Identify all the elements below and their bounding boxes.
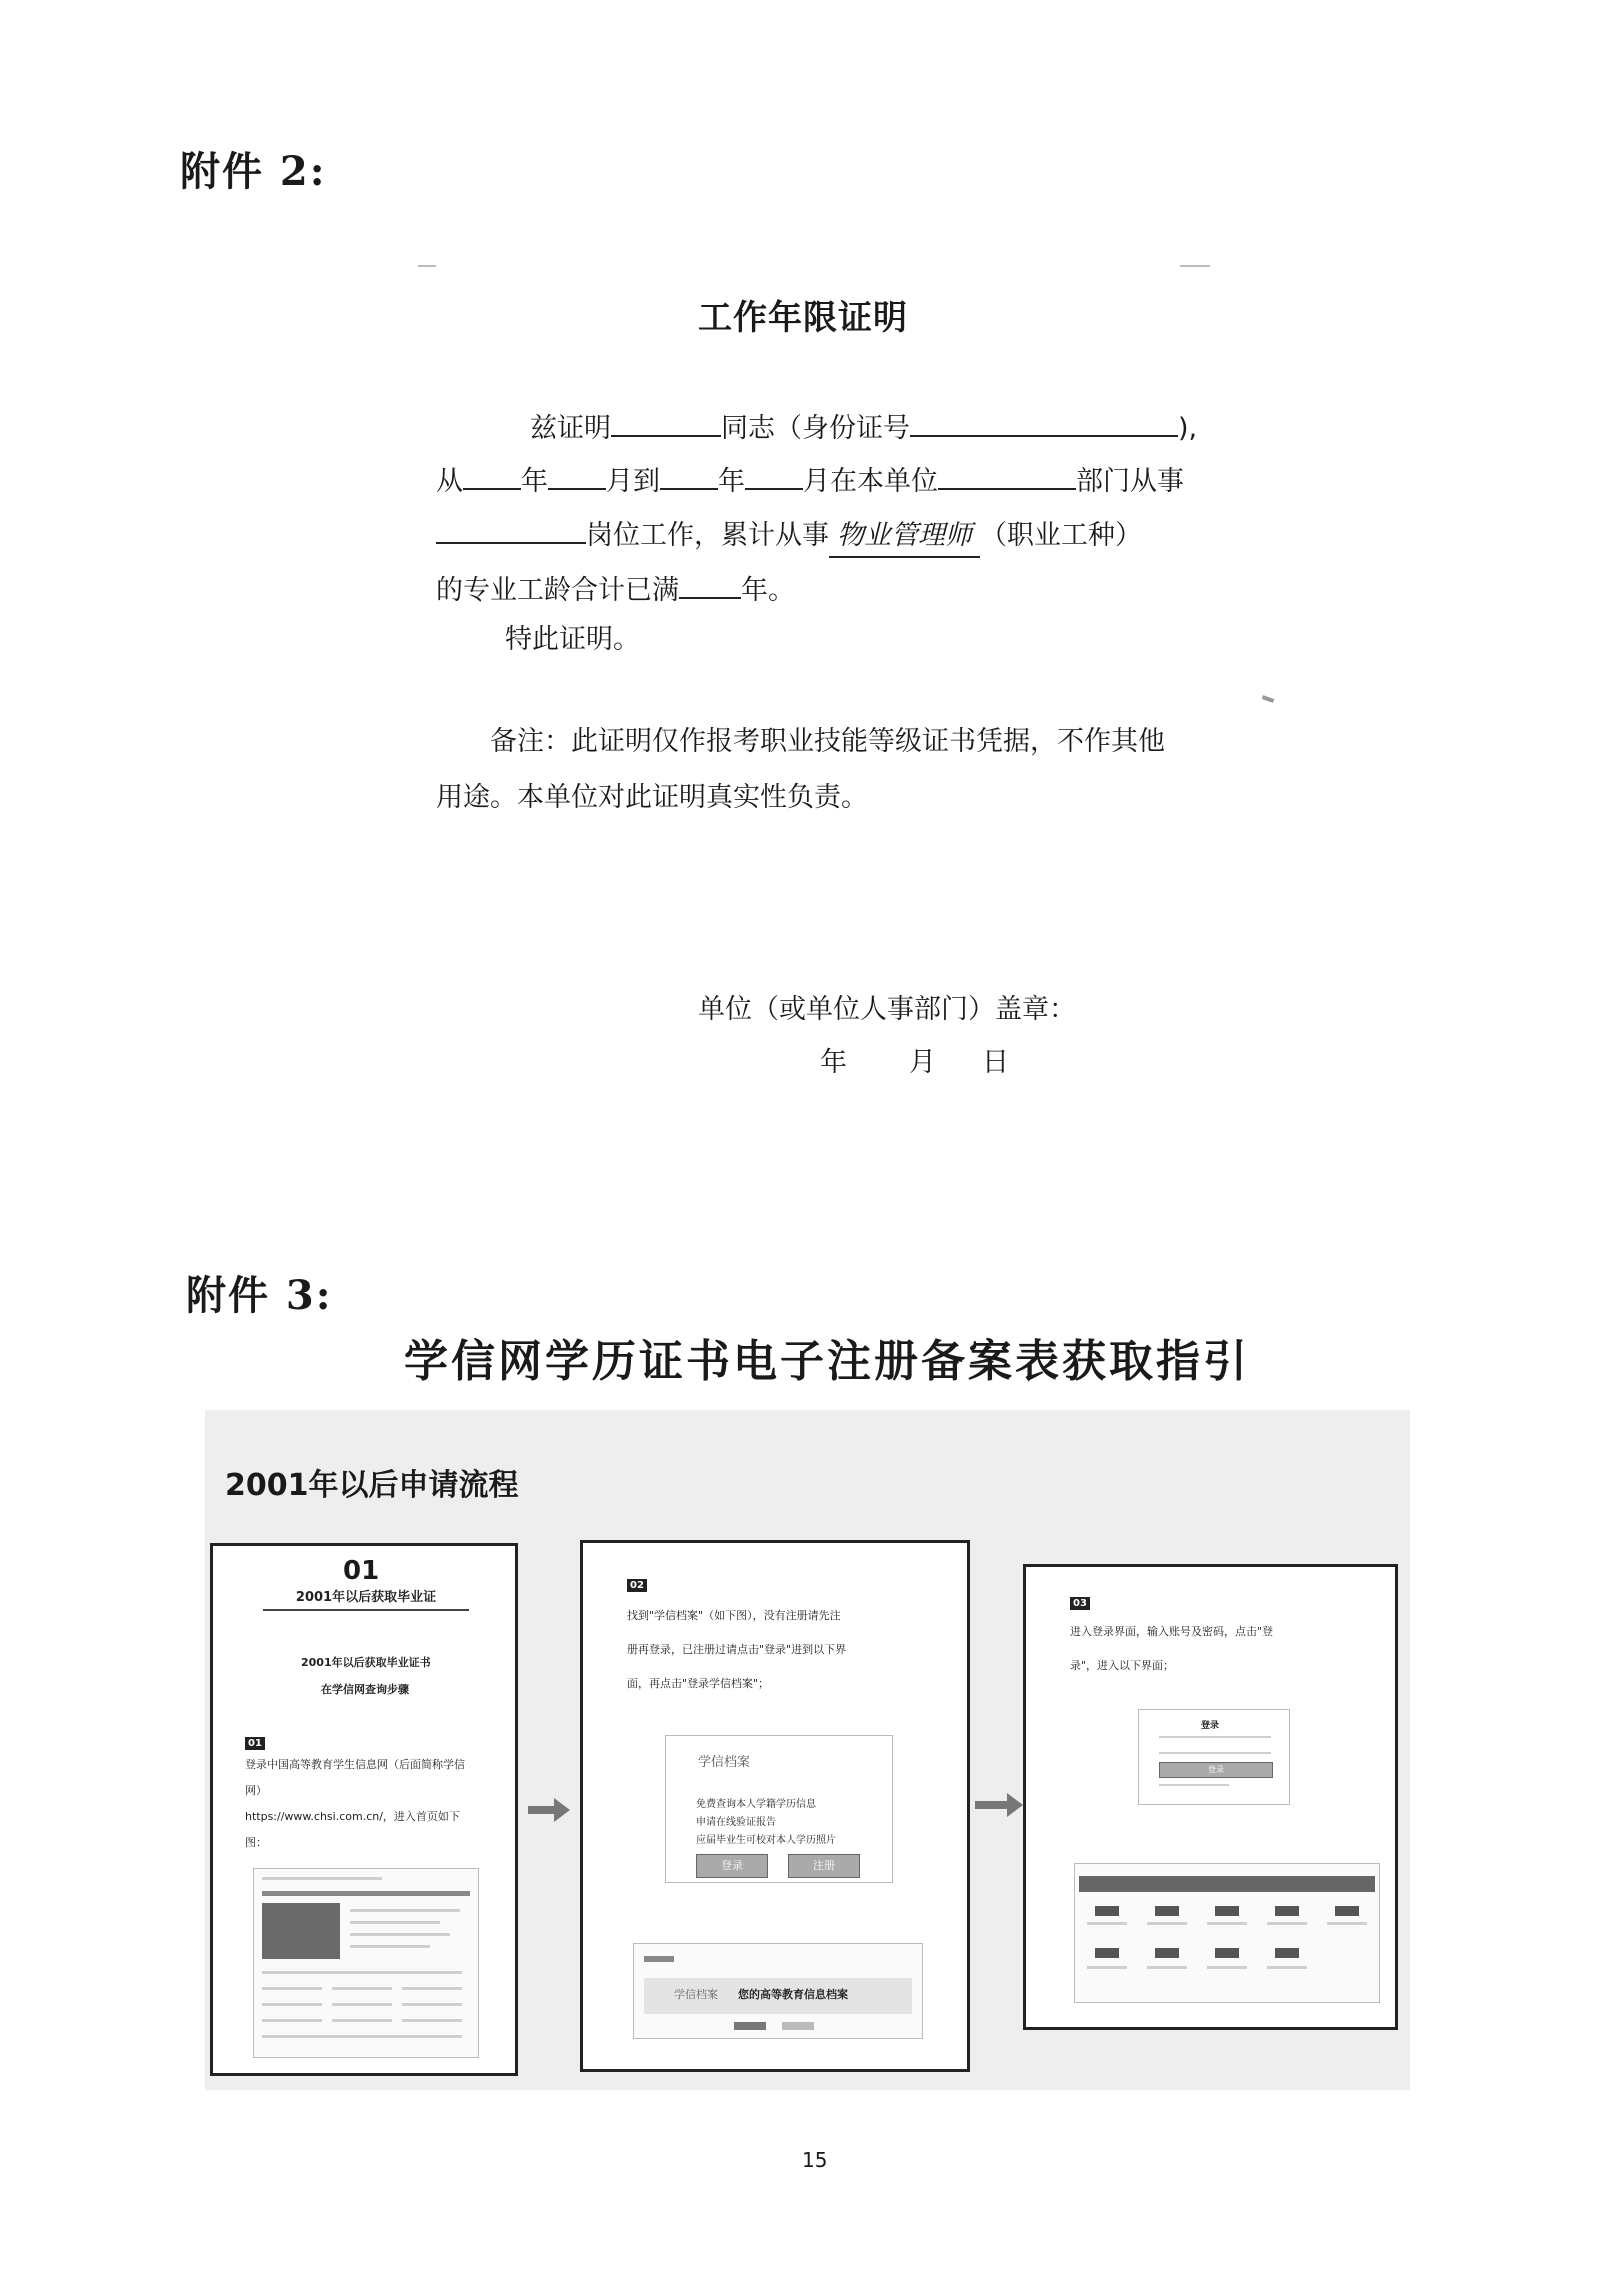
blank-start-year	[463, 458, 521, 490]
step1-text-line: https://www.chsi.com.cn/，进入首页如下	[245, 1810, 460, 1823]
card-item: 申请在线验证报告	[696, 1817, 776, 1828]
flow-arrow-2-head	[1007, 1793, 1023, 1817]
step2-xueshin-card	[665, 1735, 893, 1883]
cert-text: 年	[718, 466, 745, 497]
cert-text: 岗位工作，累计从事	[586, 520, 829, 551]
step1-number: 01	[343, 1556, 380, 1586]
step1-subtitle-1: 2001年以后获取毕业证书	[301, 1656, 431, 1669]
card-login-button[interactable]: 登录	[696, 1854, 768, 1878]
cert-note-line-1: 备注：此证明仅作报考职业技能等级证书凭据，不作其他	[490, 726, 1165, 757]
step2-text-line: 找到"学信档案"（如下图），没有注册请先注	[627, 1609, 841, 1622]
stray-mark	[1262, 695, 1275, 703]
step1-badge-text: 01	[245, 1737, 265, 1750]
step3-badge	[1070, 1591, 1090, 1610]
step1-subtitle-2: 在学信网查询步骤	[321, 1683, 409, 1696]
cert-text: 年。	[741, 575, 795, 606]
step1-text-line: 网）	[245, 1784, 267, 1797]
step3-box	[1023, 1564, 1398, 2030]
corner-mark-left	[418, 265, 436, 267]
attachment3-heading: 附件 3:	[186, 1272, 333, 1319]
step2-text-line: 册再登录，已注册过请点击"登录"进到以下界	[627, 1643, 847, 1656]
step1-text-line: 登录中国高等教育学生信息网（后面简称学信	[245, 1758, 465, 1771]
date-year-label: 年	[820, 1047, 847, 1078]
page-number: 15	[802, 2148, 828, 2172]
blank-name	[611, 405, 721, 437]
certificate-title: 工作年限证明	[698, 298, 908, 338]
cert-text: 部门从事	[1076, 466, 1184, 497]
step1-box	[210, 1543, 518, 2076]
step3-text	[1070, 1615, 1380, 1683]
blank-start-month	[548, 458, 606, 490]
date-day-label: 日	[982, 1047, 1009, 1078]
guide-title: 学信网学历证书电子注册备案表获取指引	[404, 1336, 1250, 1387]
step3-archive-dashboard	[1074, 1863, 1380, 2003]
cert-text: ),	[1178, 413, 1198, 444]
blank-position	[436, 512, 586, 544]
card-title: 学信档案	[698, 1755, 751, 1770]
card-register-button[interactable]: 注册	[788, 1854, 860, 1878]
attachment2-heading: 附件 2:	[180, 148, 327, 195]
login-panel-button[interactable]: 登录	[1159, 1762, 1273, 1778]
flow-heading: 2001年以后申请流程	[225, 1468, 519, 1503]
step2-text-line: 面，再点击"登录学信档案"；	[627, 1677, 770, 1690]
step2-box	[580, 1540, 970, 2072]
step3-text-line: 进入登录界面，输入账号及密码，点击"登	[1070, 1625, 1274, 1638]
cert-text: 月在本单位	[803, 466, 938, 497]
step1-banner: 2001年以后获取毕业证	[263, 1586, 469, 1611]
login-panel-title: 登录	[1201, 1721, 1220, 1731]
step3-text-line: 录"，进入以下界面；	[1070, 1659, 1175, 1672]
cert-line-1	[530, 405, 1197, 449]
cert-text: 兹证明	[530, 413, 611, 444]
cert-text: 的专业工龄合计已满	[436, 575, 679, 606]
seal-line: 单位（或单位人事部门）盖章：	[698, 994, 1076, 1025]
step2-archive-banner	[633, 1943, 923, 2039]
blank-end-year	[660, 458, 718, 490]
cert-text: 年	[521, 466, 548, 497]
website-hero	[262, 1903, 340, 1959]
cert-line-3	[436, 512, 1142, 558]
corner-mark-right	[1180, 265, 1210, 267]
step3-login-panel	[1138, 1709, 1290, 1805]
blank-id-number	[910, 405, 1178, 437]
cert-line-2	[436, 458, 1184, 502]
flow-arrow-1	[528, 1806, 554, 1814]
blank-department	[938, 458, 1076, 490]
step1-text	[245, 1754, 505, 1854]
cert-text: 同志（身份证号	[721, 413, 910, 444]
step1-website-screenshot	[253, 1868, 479, 2058]
cert-text: 月到	[606, 466, 660, 497]
flow-arrow-1-head	[554, 1798, 570, 1822]
step1-badge	[245, 1731, 265, 1750]
step2-badge-text: 02	[627, 1579, 647, 1592]
cert-text: （职业工种）	[980, 520, 1142, 551]
cert-note-line-2: 用途。本单位对此证明真实性负责。	[436, 782, 868, 813]
card-item: 应届毕业生可校对本人学历照片	[696, 1835, 836, 1846]
cert-line-4	[436, 567, 795, 611]
date-line	[820, 1043, 1009, 1083]
step3-badge-text: 03	[1070, 1597, 1090, 1610]
handwritten-occupation: 物业管理师	[829, 516, 980, 558]
step2-text	[627, 1599, 947, 1701]
cert-line-5: 特此证明。	[505, 624, 640, 655]
blank-years	[679, 567, 741, 599]
flow-arrow-2	[975, 1801, 1007, 1809]
blank-end-month	[745, 458, 803, 490]
step1-text-line: 图：	[245, 1836, 267, 1849]
archive-banner-label: 学信档案	[674, 1988, 718, 2001]
date-month-label: 月	[909, 1047, 936, 1078]
step2-badge	[627, 1573, 647, 1592]
archive-banner-text: 您的高等教育信息档案	[738, 1988, 848, 2001]
cert-text: 从	[436, 466, 463, 497]
card-item: 免费查询本人学籍学历信息	[696, 1799, 816, 1810]
